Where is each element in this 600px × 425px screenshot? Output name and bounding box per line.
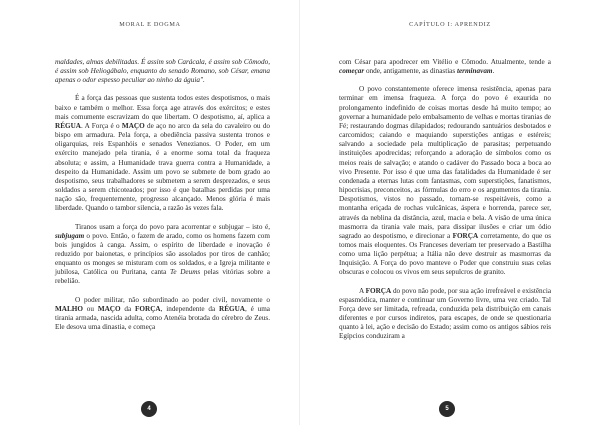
text-run: onde, antigamente, as dinastias	[364, 67, 457, 76]
text-run: o povo. Então, o fazem de arado, como os homens fazem com bois jungidos à canga. Assim, o espírito de liberdade e inovação é reduzido por baionetas, e princípios são assolados por tiros de canhão; enquanto os monges se misturam com os soldados, e a Igreja militante e jubilosa, Católica ou Puritana, canta	[55, 231, 270, 277]
emphasized-text: RÉGUA	[55, 121, 81, 130]
right-body-text	[339, 58, 551, 342]
text-run: O povo constantemente oferece imensa resistência, apenas para terminar em imensa fraqueza. A força do povo é exaurida no prolongamento indefinido de coisas mortas desde há muito tempo; ao governar a humanidade pelo embalsamento de velhas e mortas tiranias de Fé; restaurando dogmas dilapidados; redourando santuários desbotados e carcomidos; caiando e maquiando superstições antigas e estéreis; salvando a sociedade pela multiplicação de parasitas; perpetuando instituições apodrecidas; reforçando a adoração de símbolos como os meios reais de salvação; e atando o cadáver do Passado boca a boca ao vivo Presente. Por isso é que uma das fatalidades da Humanidade é ser condenada a eternas lutas com fantasmas, com superstições, fanatismos, hipocrisias, preconceitos, as fórmulas do erro e os argumentos da tirania. Despotismos, vistos no passado, tornam-se respeitáveis, como a montanha eriçada de rochas vulcânicas, áspera e horrenda, parece ser, através da neblina da distância, azul, macia e bela. A visão de uma única masmorra da tirania vale mais, para dissipar ilusões e criar um ódio sagrado ao despotismo, e direcionar a	[339, 85, 551, 240]
emphasized-text: FORÇA	[452, 231, 479, 240]
paragraph	[55, 94, 270, 213]
emphasized-text: RÉGUA	[219, 304, 245, 313]
emphasized-text: subjugam	[55, 231, 85, 240]
right-page-number: 5	[439, 401, 455, 417]
right-running-head: CAPÍTULO I: APRENDIZ	[409, 21, 491, 28]
left-body-text	[55, 58, 270, 332]
paragraph	[339, 58, 551, 76]
text-run: . A Força é o	[80, 121, 122, 130]
paragraph	[339, 287, 551, 342]
text-run: pelas vitórias sobre a rebelião.	[55, 268, 270, 286]
emphasized-text: terminavam	[456, 67, 493, 76]
text-run: corretamente, do que os tomos mais eloquentes. Os Franceses deveriam ter preservado a Bastilha como uma lição perpétua; a Itália não deve destruir as masmorras da Inquisição. A Força do povo manteve o Poder que construiu suas celas obscuras e colocou os vivos em seus sepulcros de granito.	[339, 231, 551, 277]
left-running-head: MORAL E DOGMA	[119, 21, 181, 28]
right-page	[300, 0, 600, 425]
text-run: É a força das pessoas que sustenta todos estes despotismos, o mais baixo e também o melhor. Essa força age através dos exércitos; e estes mais comumente escravizam do que libertam. O despotismo, aí, aplica a	[55, 94, 270, 121]
text-run: A	[359, 286, 366, 295]
emphasized-text: FORÇA	[135, 304, 161, 313]
text-run: , independente da	[160, 304, 219, 313]
text-run: , é uma tirania armada, nascida adulta, como Atenéia brotada do cérebro de Zeus. Ele desova uma dinastia, e começa	[55, 304, 270, 332]
paragraph	[55, 223, 270, 287]
paragraph	[55, 296, 270, 333]
text-run: O poder militar, não subordinado ao poder civil, novamente o	[75, 295, 270, 304]
paragraph	[339, 85, 551, 277]
text-run: .	[492, 67, 495, 76]
text-run: maldades, almas debilitadas. É assim sob Carácala, é assim sob Cômodo, é assim sob Heliogábalo, enquanto do senado Romano, sob César, emana apenas o odor espesso peculiar ao ninho da águia".	[55, 58, 270, 85]
emphasized-text: Te Deums	[170, 268, 201, 277]
text-run: de aço no arco da sela do cavaleiro ou do bispo em armadura. Pela força, a obediência passiva sustenta tronos e oligarquias, reis Espanhóis e senados Venezianos. O Poder, em um exército manejado pela tirania, é a enorme soma total da fraqueza absoluta; e assim, a Humanidade trava guerra contra a Humanidade, a despeito da Humanidade. Assim um povo se submete de bom grado ao despotismo, seus trabalhadores se submetem a serem desprezados, e seus soldados a serem chicoteados; por isso é que batalhas perdidas por uma nação são, frequentemente, progresso alcançado. Menos glória é mais liberdade. Quando o tambor silencia, a razão às vezes fala.	[55, 121, 271, 213]
text-run: com César para apodrecer em Vitélio e Cômodo. Atualmente, tende a	[339, 58, 551, 66]
text-run: Tiranos usam a força do povo para acorrentar e subjugar – isto é,	[75, 222, 270, 231]
emphasized-text: MAÇO	[121, 121, 145, 130]
paragraph	[55, 58, 270, 85]
emphasized-text: começar	[339, 67, 365, 76]
emphasized-text: MAÇO	[97, 304, 121, 313]
left-page-number: 4	[141, 401, 157, 417]
text-run: da	[120, 304, 136, 313]
emphasized-text: FORÇA	[365, 286, 392, 295]
text-run: do povo não pode, por sua ação irrefreável e existência espasmódica, manter e continuar um Governo livre, uma vez criado. Tal Força deve ser limitada, refreada, conduzida pela distribuição em canais diferentes e por cursos indiretos, para escapes, de onde se questionaria quanto à lei, ação e decisão do Estado; assim como os antigos sábios reis Egípcios conduziram a	[339, 286, 552, 341]
emphasized-text: MALHO	[55, 304, 83, 313]
text-run: ou	[82, 304, 98, 313]
